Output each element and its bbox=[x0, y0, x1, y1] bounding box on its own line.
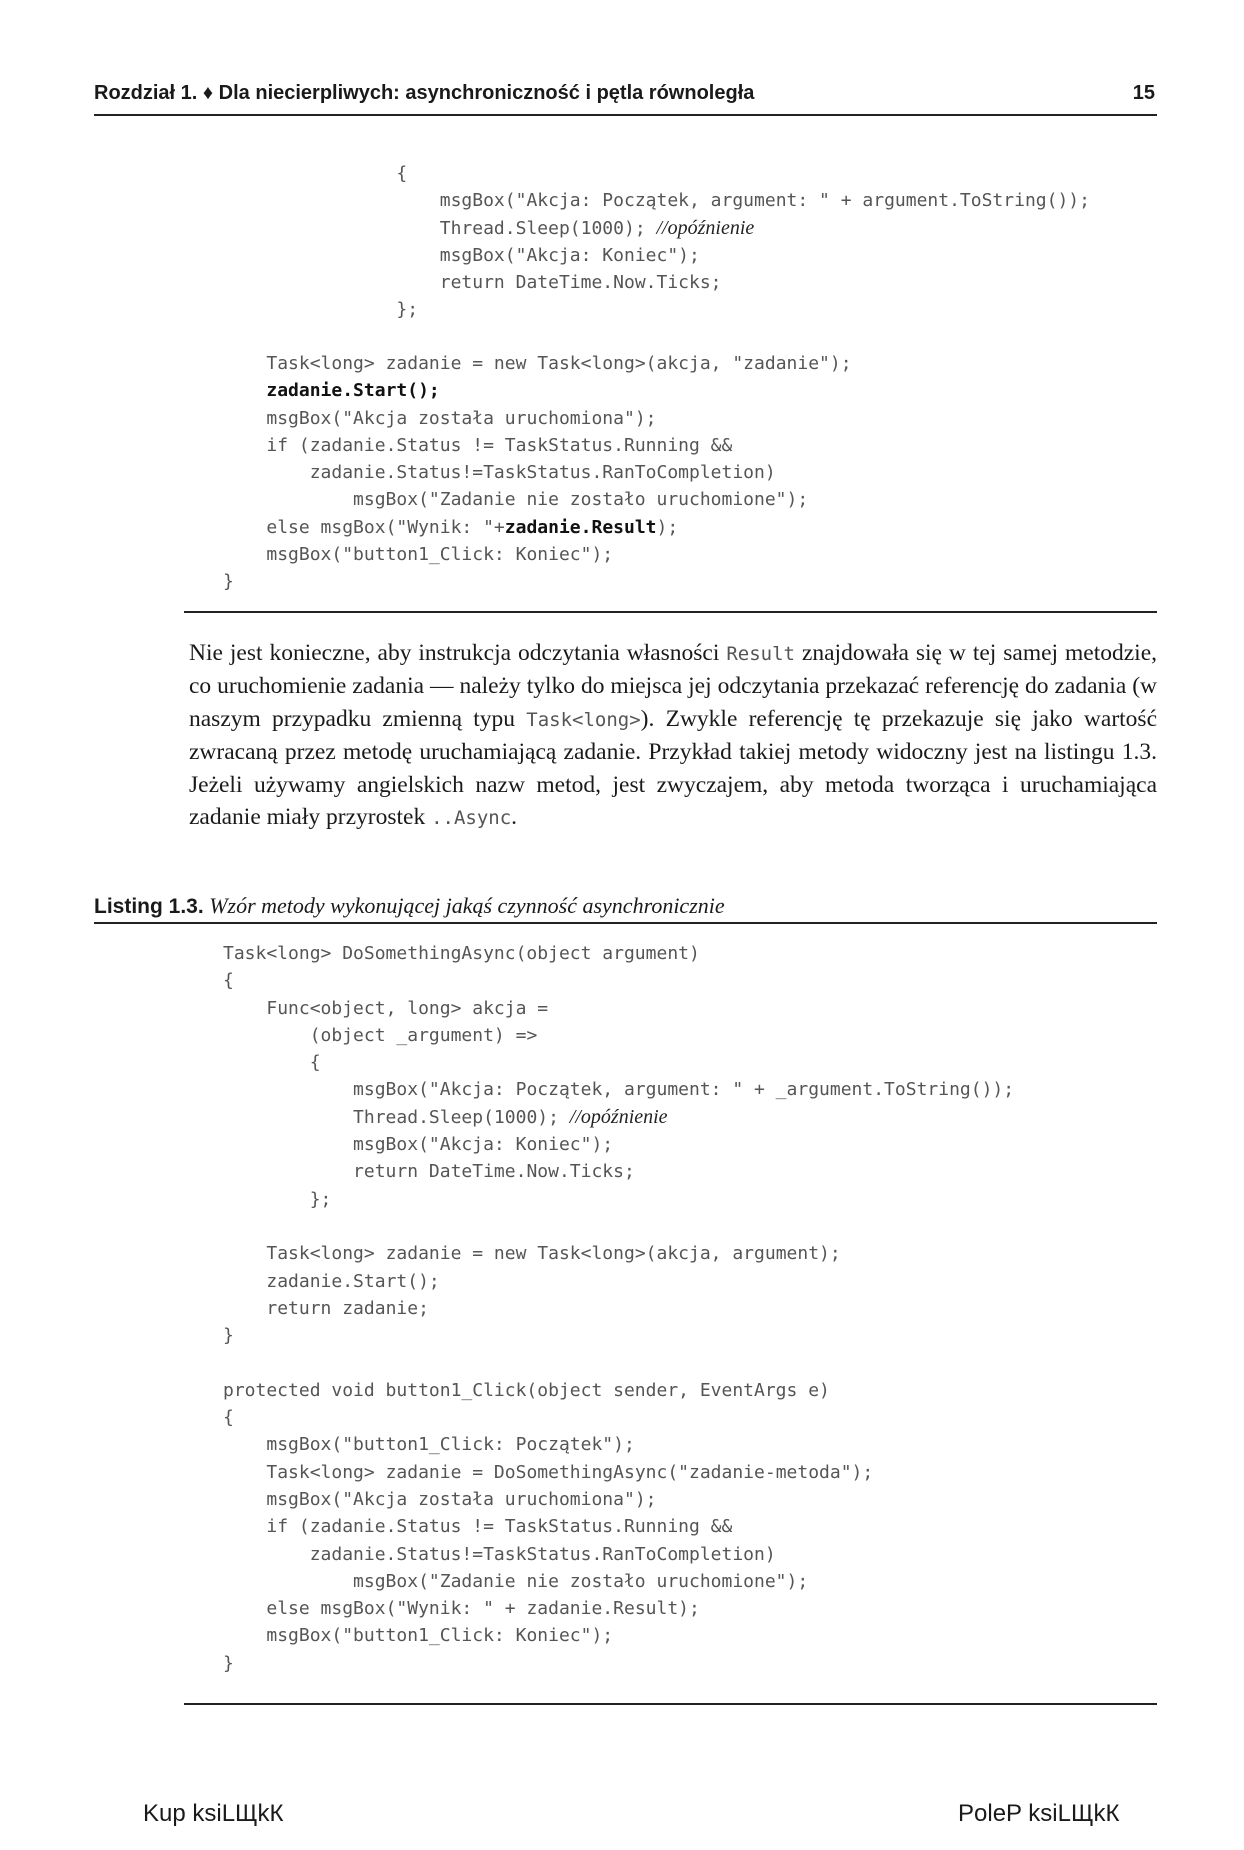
code-line: } bbox=[223, 1325, 234, 1347]
code-line: } bbox=[223, 1652, 234, 1674]
footer-left-text: Kup ksiLЩkК bbox=[143, 1800, 284, 1827]
code-line: msgBox("button1_Click: Początek"); bbox=[266, 1434, 635, 1456]
divider-rule bbox=[184, 1703, 1157, 1705]
code-line: if (zadanie.Status != TaskStatus.Running && bbox=[266, 434, 733, 456]
code-line: Thread.Sleep(1000); bbox=[353, 1106, 570, 1128]
paragraph-text: Nie jest konieczne, aby instrukcja odczytania własności bbox=[189, 640, 727, 666]
footer-right-text: PoleP ksiLЩkК bbox=[958, 1800, 1120, 1827]
code-line: { bbox=[223, 1407, 234, 1429]
body-paragraph bbox=[189, 637, 1157, 834]
code-line: zadanie.Start(); bbox=[266, 380, 440, 402]
running-header bbox=[94, 82, 1157, 116]
code-line: msgBox("Zadanie nie zostało uruchomione"); bbox=[353, 1570, 809, 1592]
inline-code: Task<long> bbox=[526, 708, 641, 731]
code-line: (object _argument) => bbox=[309, 1024, 538, 1046]
code-comment: //opóźnienie bbox=[569, 1105, 668, 1128]
code-line: { bbox=[223, 970, 234, 992]
listing-title: Wzór metody wykonującej jakąś czynność asynchronicznie bbox=[203, 893, 725, 918]
code-line: msgBox("Akcja: Koniec"); bbox=[353, 1134, 614, 1156]
code-block-top-continued bbox=[223, 350, 852, 596]
divider-rule bbox=[184, 611, 1157, 613]
code-line: { bbox=[309, 1052, 321, 1074]
listing-caption bbox=[94, 893, 1157, 924]
code-line: { bbox=[396, 163, 408, 184]
paragraph-text: znajdowała się w tej samej metodzie, co uruchomienie zadania — należy tylko do miejsca jej odczytania przekazać referencję do zadania (w naszym przypadku zmienną typu bbox=[189, 640, 1158, 732]
code-line: Func<object, long> akcja = bbox=[266, 997, 549, 1019]
code-line: Task<long> zadanie = DoSomethingAsync("zadanie-metoda"); bbox=[266, 1461, 874, 1483]
inline-code: ..Async bbox=[431, 807, 512, 830]
code-comment: //opóźnienie bbox=[656, 216, 755, 239]
code-line: Thread.Sleep(1000); bbox=[439, 217, 657, 239]
chapter-title: Rozdział 1. ♦ Dla niecierpliwych: asynchroniczność i pętla równoległa bbox=[94, 82, 755, 104]
code-line: msgBox("button1_Click: Koniec"); bbox=[266, 1625, 614, 1647]
code-line: } bbox=[223, 571, 234, 593]
code-line: if (zadanie.Status != TaskStatus.Running && bbox=[266, 1516, 733, 1538]
page-number: 15 bbox=[1132, 82, 1155, 104]
code-line: msgBox("Akcja została uruchomiona"); bbox=[266, 1488, 657, 1510]
code-line: zadanie.Start(); bbox=[266, 1270, 440, 1292]
code-line: return DateTime.Now.Ticks; bbox=[439, 272, 722, 294]
code-line: }; bbox=[396, 299, 419, 321]
inline-code: Result bbox=[726, 643, 795, 665]
code-line: zadanie.Status!=TaskStatus.RanToCompletion) bbox=[309, 1543, 776, 1565]
code-line: protected void button1_Click(object sender, EventArgs e) bbox=[223, 1379, 830, 1401]
code-line: return zadanie; bbox=[266, 1297, 429, 1319]
paragraph-text: ). Zwykle referencję tę przekazuje się jako wartość zwracaną przez metodę uruchamiającą zadanie. Przykład takiej metody widoczny jest na listingu 1.3. Jeżeli używamy angielskich nazw metod, jest zwyczajem, aby metoda tworząca i uruchamiająca zadanie miały przyrostek bbox=[189, 705, 1157, 831]
code-line: return DateTime.Now.Ticks; bbox=[353, 1161, 635, 1183]
code-line: zadanie.Status!=TaskStatus.RanToCompletion) bbox=[309, 462, 776, 484]
code-line: Task<long> zadanie = new Task<long>(akcja, argument); bbox=[266, 1243, 841, 1265]
code-line: Task<long> DoSomethingAsync(object argument) bbox=[223, 943, 700, 964]
code-line: msgBox("Akcja: Koniec"); bbox=[439, 244, 700, 266]
code-line: msgBox("Akcja została uruchomiona"); bbox=[266, 407, 657, 429]
paragraph-text: . bbox=[511, 804, 518, 831]
code-block-top bbox=[223, 160, 1090, 324]
code-line: msgBox("Akcja: Początek, argument: " + _argument.ToString()); bbox=[353, 1079, 1015, 1101]
code-listing-1-3 bbox=[223, 940, 1014, 1677]
code-line: else msgBox("Wynik: "+ bbox=[266, 516, 505, 538]
code-line: else msgBox("Wynik: " + zadanie.Result); bbox=[266, 1598, 700, 1620]
code-highlight: zadanie.Result bbox=[504, 516, 657, 538]
code-line: msgBox("Zadanie nie zostało uruchomione"); bbox=[353, 489, 809, 511]
code-line: }; bbox=[309, 1188, 332, 1210]
code-line: msgBox("Akcja: Początek, argument: " + argument.ToString()); bbox=[439, 190, 1090, 212]
listing-label: Listing 1.3. bbox=[94, 895, 204, 918]
code-line: Task<long> zadanie = new Task<long>(akcja, "zadanie"); bbox=[266, 353, 852, 374]
code-line: ); bbox=[656, 516, 679, 538]
code-line: msgBox("button1_Click: Koniec"); bbox=[266, 544, 614, 566]
